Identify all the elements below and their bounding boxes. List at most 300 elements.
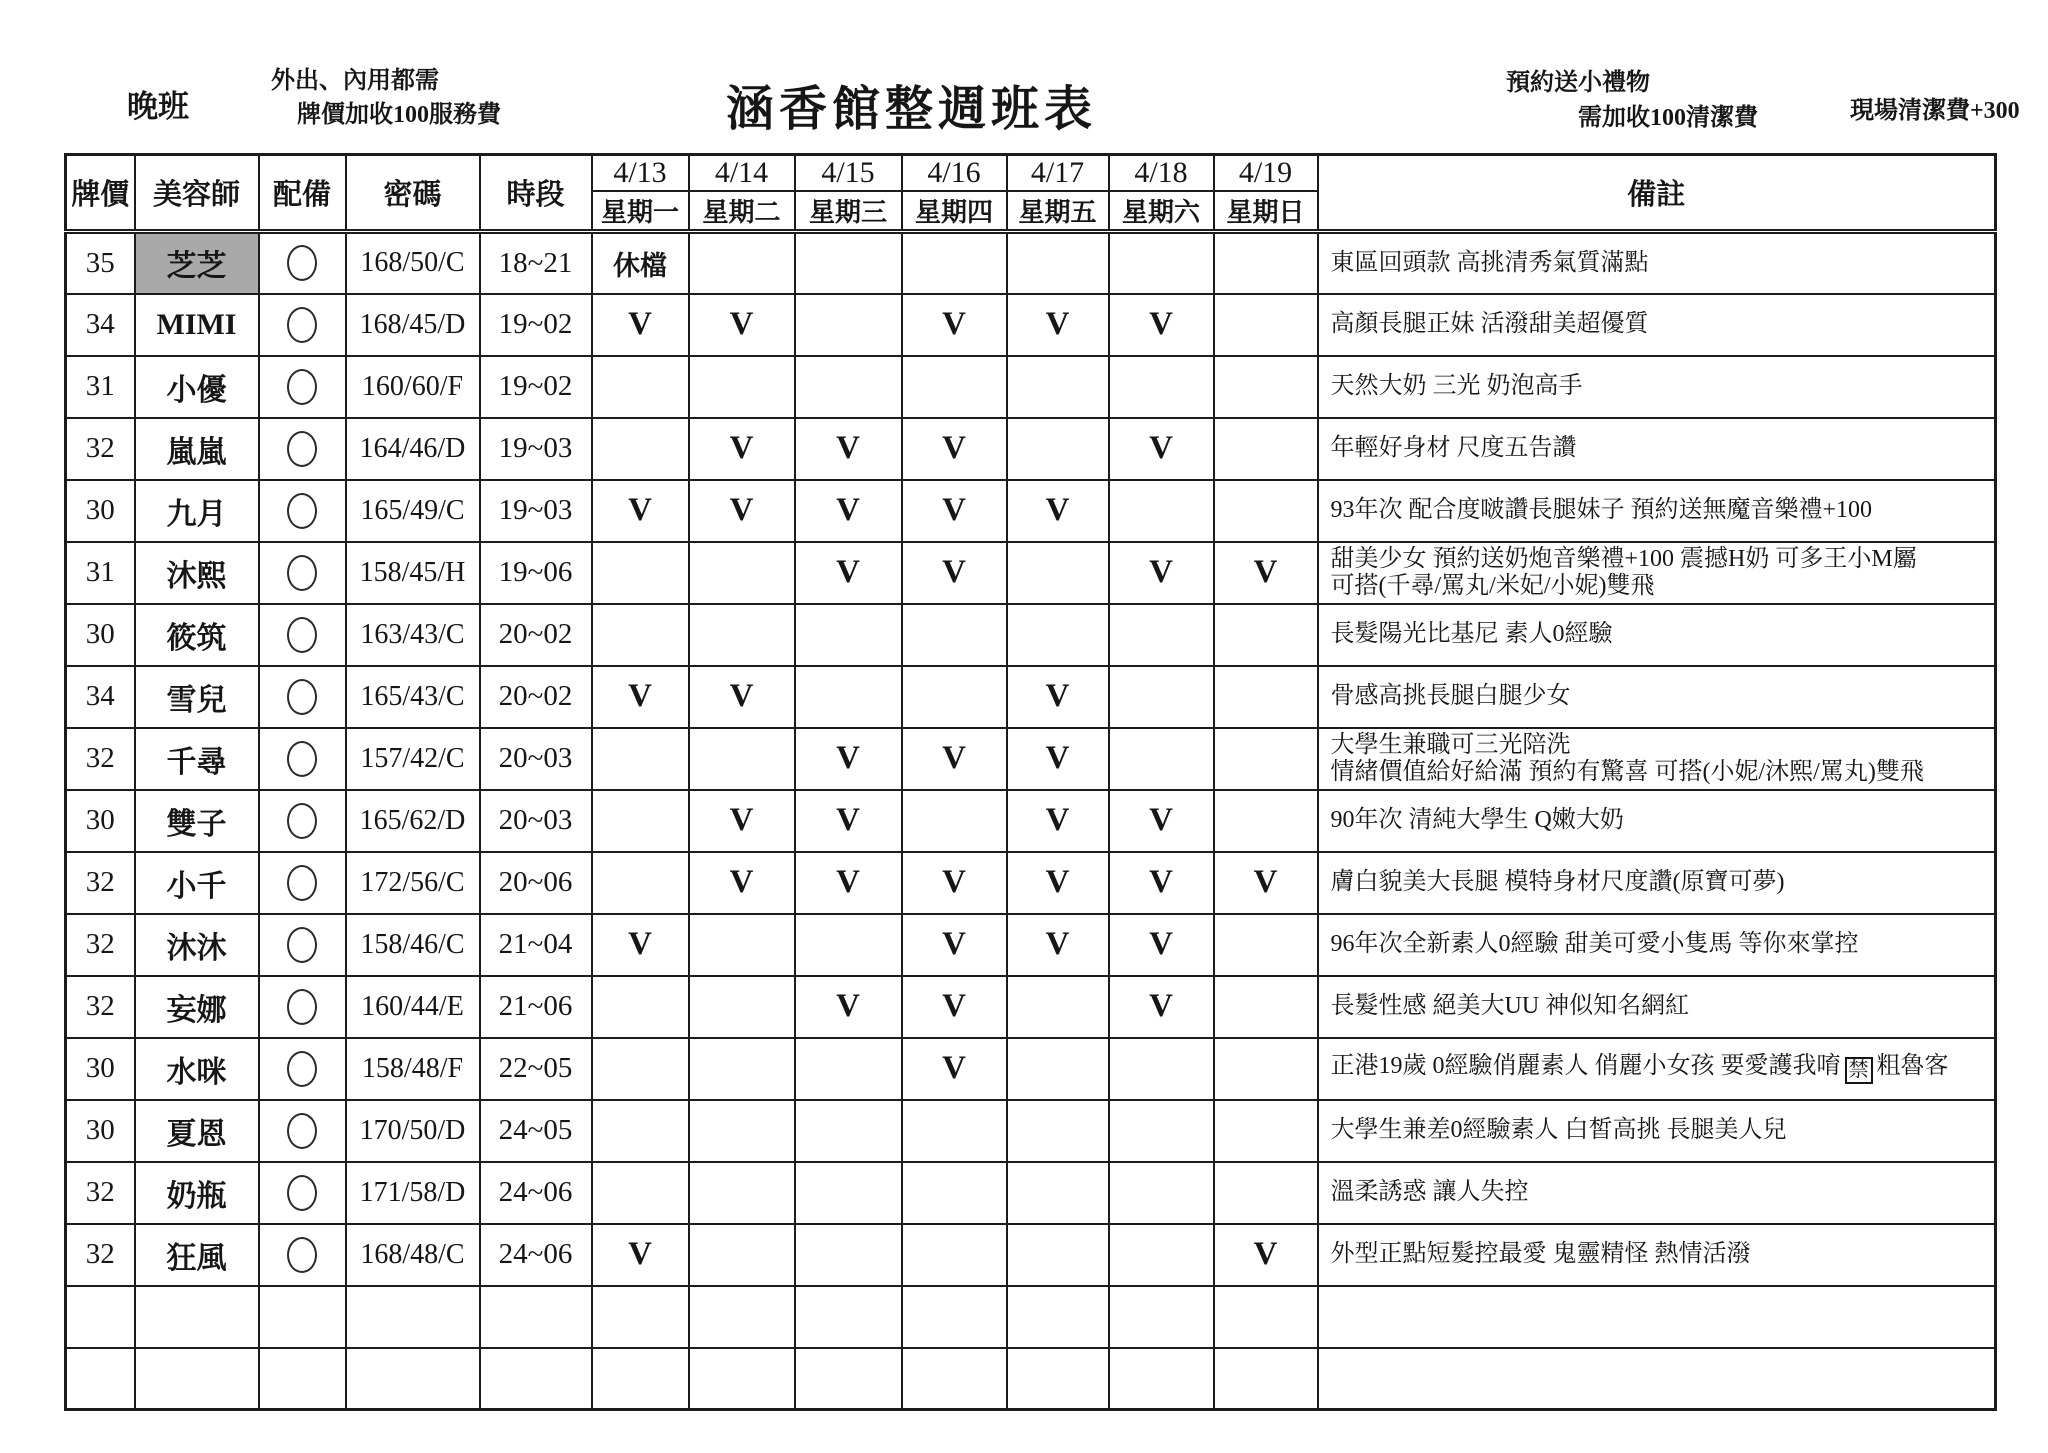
day-cell bbox=[1007, 1286, 1109, 1348]
equipment-cell bbox=[259, 480, 346, 542]
day-cell bbox=[689, 1348, 795, 1410]
remark-cell bbox=[1318, 356, 1996, 418]
day-cell bbox=[1007, 356, 1109, 418]
beautician-name-cell: MIMI bbox=[135, 294, 259, 356]
beautician-name-cell: 沐熙 bbox=[135, 542, 259, 604]
day-cell: V bbox=[592, 914, 689, 976]
day-cell: V bbox=[902, 976, 1007, 1038]
equipment-cell bbox=[259, 294, 346, 356]
day-cell: V bbox=[1214, 852, 1318, 914]
col-header-equipment: 配備 bbox=[259, 155, 346, 232]
timeslot-cell: 21~04 bbox=[480, 914, 592, 976]
equipment-cell bbox=[259, 666, 346, 728]
col-header-remark: 備註 bbox=[1318, 155, 1996, 232]
weekday-header-mon: 星期一 bbox=[592, 191, 689, 232]
day-cell: V bbox=[795, 480, 902, 542]
day-cell bbox=[1109, 666, 1214, 728]
day-cell: V bbox=[1109, 542, 1214, 604]
remark-line: 膚白貌美大長腿 模特身材尺度讚(原寶可夢) bbox=[1330, 869, 1785, 895]
day-cell bbox=[795, 1162, 902, 1224]
day-cell: V bbox=[1214, 542, 1318, 604]
beautician-name-cell: 雙子 bbox=[135, 790, 259, 852]
timeslot-cell: 20~03 bbox=[480, 790, 592, 852]
price-cell bbox=[66, 1348, 135, 1410]
beautician-name-cell: 芝芝 bbox=[135, 232, 259, 294]
equipment-circle-icon bbox=[287, 679, 317, 715]
code-cell: 158/48/F bbox=[346, 1038, 480, 1100]
price-cell: 30 bbox=[66, 790, 135, 852]
equipment-cell bbox=[259, 852, 346, 914]
equipment-cell bbox=[259, 418, 346, 480]
date-header-mon: 4/13 bbox=[592, 155, 689, 192]
weekday-header-tue: 星期二 bbox=[689, 191, 795, 232]
code-cell: 172/56/C bbox=[346, 852, 480, 914]
day-cell bbox=[795, 1100, 902, 1162]
equipment-cell bbox=[259, 1100, 346, 1162]
day-cell bbox=[1214, 294, 1318, 356]
date-header-fri: 4/17 bbox=[1007, 155, 1109, 192]
price-cell: 30 bbox=[66, 480, 135, 542]
day-cell bbox=[1214, 790, 1318, 852]
day-cell bbox=[1214, 1286, 1318, 1348]
price-cell: 32 bbox=[66, 852, 135, 914]
day-cell: V bbox=[689, 666, 795, 728]
price-cell: 30 bbox=[66, 1038, 135, 1100]
day-cell: V bbox=[1109, 914, 1214, 976]
day-cell bbox=[1214, 1038, 1318, 1100]
timeslot-cell: 24~06 bbox=[480, 1162, 592, 1224]
remark-cell bbox=[1318, 232, 1996, 294]
price-cell: 30 bbox=[66, 1100, 135, 1162]
day-cell bbox=[795, 666, 902, 728]
day-cell bbox=[795, 1038, 902, 1100]
equipment-circle-icon bbox=[287, 617, 317, 653]
day-cell bbox=[1109, 728, 1214, 790]
timeslot-cell: 19~06 bbox=[480, 542, 592, 604]
day-cell bbox=[689, 1038, 795, 1100]
day-cell: V bbox=[902, 914, 1007, 976]
day-cell bbox=[689, 1286, 795, 1348]
equipment-circle-icon bbox=[287, 369, 317, 405]
remark-cell bbox=[1318, 542, 1996, 604]
day-cell bbox=[1007, 418, 1109, 480]
day-cell bbox=[689, 1100, 795, 1162]
equipment-circle-icon bbox=[287, 307, 317, 343]
equipment-cell bbox=[259, 1348, 346, 1410]
beautician-name-cell bbox=[135, 1348, 259, 1410]
day-cell bbox=[1214, 356, 1318, 418]
timeslot-cell: 20~02 bbox=[480, 666, 592, 728]
table-row bbox=[66, 1038, 1996, 1100]
day-cell bbox=[592, 1162, 689, 1224]
remark-line: 外型正點短髮控最愛 鬼靈精怪 熱情活潑 bbox=[1330, 1241, 1751, 1267]
day-cell: V bbox=[1109, 294, 1214, 356]
beautician-name-cell: 雪兒 bbox=[135, 666, 259, 728]
day-cell: V bbox=[902, 294, 1007, 356]
table-row bbox=[66, 666, 1996, 728]
day-cell bbox=[592, 790, 689, 852]
day-cell: 休檔 bbox=[592, 232, 689, 294]
day-cell bbox=[592, 542, 689, 604]
day-cell bbox=[1109, 1162, 1214, 1224]
day-cell bbox=[902, 356, 1007, 418]
code-cell: 165/43/C bbox=[346, 666, 480, 728]
day-cell bbox=[795, 1286, 902, 1348]
day-cell bbox=[1007, 1038, 1109, 1100]
day-cell: V bbox=[592, 480, 689, 542]
remark-line: 骨感高挑長腿白腿少女 bbox=[1330, 683, 1571, 709]
day-cell bbox=[1214, 604, 1318, 666]
remark-cell bbox=[1318, 480, 1996, 542]
timeslot-cell: 20~02 bbox=[480, 604, 592, 666]
day-cell bbox=[1109, 1224, 1214, 1286]
remark-line: 93年次 配合度啵讚長腿妹子 預約送無魔音樂禮+100 bbox=[1330, 497, 1873, 523]
timeslot-cell bbox=[480, 1348, 592, 1410]
equipment-cell bbox=[259, 1286, 346, 1348]
booking-gift-note bbox=[1506, 66, 1758, 136]
beautician-name-cell: 九月 bbox=[135, 480, 259, 542]
day-cell bbox=[689, 1224, 795, 1286]
day-cell: V bbox=[592, 1224, 689, 1286]
remark-cell bbox=[1318, 728, 1996, 790]
beautician-name-cell bbox=[135, 1286, 259, 1348]
day-cell bbox=[1007, 976, 1109, 1038]
day-cell bbox=[1007, 1348, 1109, 1410]
day-cell bbox=[795, 294, 902, 356]
equipment-circle-icon bbox=[287, 1175, 317, 1211]
equipment-circle-icon bbox=[287, 741, 317, 777]
day-cell: V bbox=[902, 542, 1007, 604]
timeslot-cell: 19~02 bbox=[480, 294, 592, 356]
remark-line: 96年次全新素人0經驗 甜美可愛小隻馬 等你來掌控 bbox=[1330, 931, 1859, 957]
remark-line: 天然大奶 三光 奶泡高手 bbox=[1330, 373, 1583, 399]
date-header-thu: 4/16 bbox=[902, 155, 1007, 192]
weekday-header-wed: 星期三 bbox=[795, 191, 902, 232]
date-header-tue: 4/14 bbox=[689, 155, 795, 192]
remark-cell bbox=[1318, 976, 1996, 1038]
boxed-char: 禁 bbox=[1845, 1057, 1873, 1084]
day-cell bbox=[902, 666, 1007, 728]
day-cell bbox=[592, 976, 689, 1038]
equipment-circle-icon bbox=[287, 245, 317, 281]
day-cell bbox=[795, 1224, 902, 1286]
code-cell: 163/43/C bbox=[346, 604, 480, 666]
equipment-cell bbox=[259, 604, 346, 666]
equipment-cell bbox=[259, 976, 346, 1038]
day-cell bbox=[689, 604, 795, 666]
day-cell bbox=[592, 852, 689, 914]
day-cell: V bbox=[795, 976, 902, 1038]
day-cell bbox=[795, 232, 902, 294]
remark-cell bbox=[1318, 294, 1996, 356]
code-cell: 170/50/D bbox=[346, 1100, 480, 1162]
table-row bbox=[66, 790, 1996, 852]
timeslot-cell: 24~05 bbox=[480, 1100, 592, 1162]
remark-cell bbox=[1318, 666, 1996, 728]
remark-cell bbox=[1318, 418, 1996, 480]
remark-line: 可搭(千尋/罵丸/米妃/小妮)雙飛 bbox=[1330, 572, 1655, 599]
equipment-circle-icon bbox=[287, 865, 317, 901]
equipment-cell bbox=[259, 1162, 346, 1224]
remark-cell bbox=[1318, 852, 1996, 914]
price-cell: 31 bbox=[66, 356, 135, 418]
timeslot-cell: 20~06 bbox=[480, 852, 592, 914]
remark-line: 甜美少女 預約送奶炮音樂禮+100 震撼H奶 可多王小M屬 bbox=[1330, 545, 1917, 572]
shift-label: 晚班 bbox=[127, 89, 189, 124]
day-cell bbox=[1214, 232, 1318, 294]
day-cell: V bbox=[689, 480, 795, 542]
day-cell: V bbox=[902, 480, 1007, 542]
beautician-name-cell: 千尋 bbox=[135, 728, 259, 790]
remark-cell bbox=[1318, 1348, 1996, 1410]
date-header-wed: 4/15 bbox=[795, 155, 902, 192]
booking-gift-note-line1: 預約送小禮物 bbox=[1506, 70, 1650, 96]
table-row bbox=[66, 1286, 1996, 1348]
code-cell: 158/45/H bbox=[346, 542, 480, 604]
col-header-timeslot: 時段 bbox=[480, 155, 592, 232]
equipment-cell bbox=[259, 1038, 346, 1100]
day-cell bbox=[592, 418, 689, 480]
equipment-circle-icon bbox=[287, 927, 317, 963]
code-cell bbox=[346, 1286, 480, 1348]
price-cell: 34 bbox=[66, 666, 135, 728]
day-cell: V bbox=[902, 728, 1007, 790]
day-cell bbox=[1214, 914, 1318, 976]
day-cell bbox=[1109, 1348, 1214, 1410]
price-cell: 32 bbox=[66, 418, 135, 480]
service-fee-note-line1: 外出、內用都需 bbox=[271, 68, 439, 94]
table-row bbox=[66, 604, 1996, 666]
day-cell bbox=[1109, 604, 1214, 666]
day-cell bbox=[795, 914, 902, 976]
equipment-cell bbox=[259, 728, 346, 790]
day-cell: V bbox=[1007, 294, 1109, 356]
remark-cell bbox=[1318, 914, 1996, 976]
code-cell: 165/49/C bbox=[346, 480, 480, 542]
day-cell: V bbox=[795, 728, 902, 790]
timeslot-cell: 20~03 bbox=[480, 728, 592, 790]
table-row bbox=[66, 294, 1996, 356]
day-cell: V bbox=[1007, 914, 1109, 976]
beautician-name-cell: 狂風 bbox=[135, 1224, 259, 1286]
date-header-sat: 4/18 bbox=[1109, 155, 1214, 192]
day-cell bbox=[689, 356, 795, 418]
timeslot-cell: 19~03 bbox=[480, 418, 592, 480]
equipment-circle-icon bbox=[287, 555, 317, 591]
code-cell: 160/60/F bbox=[346, 356, 480, 418]
code-cell: 158/46/C bbox=[346, 914, 480, 976]
beautician-name-cell: 夏恩 bbox=[135, 1100, 259, 1162]
remark-line: 溫柔誘惑 讓人失控 bbox=[1330, 1179, 1529, 1205]
day-cell: V bbox=[1007, 666, 1109, 728]
day-cell: V bbox=[795, 542, 902, 604]
col-header-price: 牌價 bbox=[66, 155, 135, 232]
day-cell bbox=[902, 1348, 1007, 1410]
beautician-name-cell: 嵐嵐 bbox=[135, 418, 259, 480]
beautician-name-cell: 妄娜 bbox=[135, 976, 259, 1038]
timeslot-cell: 24~06 bbox=[480, 1224, 592, 1286]
table-row bbox=[66, 1348, 1996, 1410]
day-cell: V bbox=[689, 790, 795, 852]
schedule-table-body bbox=[66, 232, 1996, 1410]
remark-cell bbox=[1318, 1038, 1996, 1100]
table-row bbox=[66, 914, 1996, 976]
day-cell bbox=[902, 1100, 1007, 1162]
price-cell: 32 bbox=[66, 914, 135, 976]
equipment-circle-icon bbox=[287, 989, 317, 1025]
day-cell bbox=[592, 728, 689, 790]
remark-cell bbox=[1318, 1100, 1996, 1162]
day-cell: V bbox=[689, 852, 795, 914]
remark-cell bbox=[1318, 1286, 1996, 1348]
remark-line: 年輕好身材 尺度五告讚 bbox=[1330, 435, 1577, 461]
day-cell: V bbox=[1007, 480, 1109, 542]
beautician-name-cell: 小優 bbox=[135, 356, 259, 418]
table-row bbox=[66, 1162, 1996, 1224]
day-cell bbox=[902, 1224, 1007, 1286]
day-cell bbox=[689, 232, 795, 294]
equipment-cell bbox=[259, 232, 346, 294]
day-cell bbox=[689, 1162, 795, 1224]
equipment-circle-icon bbox=[287, 1051, 317, 1087]
weekday-header-fri: 星期五 bbox=[1007, 191, 1109, 232]
day-cell bbox=[1109, 356, 1214, 418]
day-cell: V bbox=[592, 294, 689, 356]
day-cell bbox=[902, 604, 1007, 666]
timeslot-cell: 18~21 bbox=[480, 232, 592, 294]
day-cell bbox=[795, 604, 902, 666]
day-cell bbox=[592, 1286, 689, 1348]
equipment-cell bbox=[259, 356, 346, 418]
price-cell: 32 bbox=[66, 976, 135, 1038]
remark-line: 正港19歲 0經驗俏麗素人 俏麗小女孩 要愛護我唷 禁 粗魯客 bbox=[1331, 1053, 1985, 1084]
day-cell bbox=[902, 1162, 1007, 1224]
timeslot-cell: 19~02 bbox=[480, 356, 592, 418]
table-row bbox=[66, 418, 1996, 480]
timeslot-cell: 22~05 bbox=[480, 1038, 592, 1100]
table-row bbox=[66, 1100, 1996, 1162]
day-cell: V bbox=[1007, 852, 1109, 914]
schedule-table bbox=[64, 153, 1997, 1411]
day-cell bbox=[689, 914, 795, 976]
day-cell bbox=[592, 356, 689, 418]
day-cell bbox=[1109, 1286, 1214, 1348]
day-cell bbox=[1007, 1162, 1109, 1224]
day-cell bbox=[902, 232, 1007, 294]
table-row bbox=[66, 542, 1996, 604]
code-cell: 168/45/D bbox=[346, 294, 480, 356]
price-cell: 32 bbox=[66, 728, 135, 790]
remark-line: 大學生兼職可三光陪洗 bbox=[1330, 731, 1571, 758]
onsite-cleaning-fee-note: 現場清潔費+300 bbox=[1850, 98, 2020, 124]
table-row bbox=[66, 232, 1996, 294]
table-row bbox=[66, 1224, 1996, 1286]
price-cell: 34 bbox=[66, 294, 135, 356]
day-cell bbox=[592, 1038, 689, 1100]
day-cell: V bbox=[1007, 790, 1109, 852]
remark-line: 長髮陽光比基尼 素人0經驗 bbox=[1330, 621, 1613, 647]
day-cell bbox=[1007, 604, 1109, 666]
price-cell: 31 bbox=[66, 542, 135, 604]
equipment-circle-icon bbox=[287, 431, 317, 467]
day-cell bbox=[592, 1348, 689, 1410]
day-cell bbox=[1109, 232, 1214, 294]
code-cell: 171/58/D bbox=[346, 1162, 480, 1224]
price-cell: 35 bbox=[66, 232, 135, 294]
day-cell bbox=[1007, 542, 1109, 604]
equipment-circle-icon bbox=[287, 1113, 317, 1149]
equipment-cell bbox=[259, 542, 346, 604]
day-cell: V bbox=[902, 1038, 1007, 1100]
code-cell: 160/44/E bbox=[346, 976, 480, 1038]
day-cell bbox=[1007, 1100, 1109, 1162]
beautician-name-cell: 筱筑 bbox=[135, 604, 259, 666]
weekday-header-sun: 星期日 bbox=[1214, 191, 1318, 232]
price-cell bbox=[66, 1286, 135, 1348]
day-cell bbox=[1214, 1348, 1318, 1410]
remark-line: 大學生兼差0經驗素人 白皙高挑 長腿美人兒 bbox=[1330, 1117, 1787, 1143]
day-cell bbox=[795, 1348, 902, 1410]
service-fee-note-line2: 牌價加收100服務費 bbox=[297, 102, 501, 128]
remark-line: 高顏長腿正妹 活潑甜美超優質 bbox=[1330, 311, 1649, 337]
remark-cell bbox=[1318, 1224, 1996, 1286]
remark-line: 東區回頭款 高挑清秀氣質滿點 bbox=[1330, 249, 1649, 276]
day-cell: V bbox=[1214, 1224, 1318, 1286]
equipment-cell bbox=[259, 790, 346, 852]
beautician-name-cell: 小千 bbox=[135, 852, 259, 914]
day-cell: V bbox=[795, 418, 902, 480]
day-cell bbox=[1214, 976, 1318, 1038]
code-cell: 164/46/D bbox=[346, 418, 480, 480]
beautician-name-cell: 奶瓶 bbox=[135, 1162, 259, 1224]
header-dates-row bbox=[66, 155, 1996, 192]
day-cell: V bbox=[1109, 418, 1214, 480]
table-row bbox=[66, 356, 1996, 418]
equipment-circle-icon bbox=[287, 493, 317, 529]
price-cell: 32 bbox=[66, 1224, 135, 1286]
beautician-name-cell: 沐沐 bbox=[135, 914, 259, 976]
day-cell bbox=[1214, 1162, 1318, 1224]
day-cell bbox=[689, 728, 795, 790]
table-row bbox=[66, 852, 1996, 914]
day-cell: V bbox=[1109, 852, 1214, 914]
remark-cell bbox=[1318, 790, 1996, 852]
price-cell: 32 bbox=[66, 1162, 135, 1224]
day-cell: V bbox=[1007, 728, 1109, 790]
day-cell: V bbox=[689, 294, 795, 356]
code-cell: 165/62/D bbox=[346, 790, 480, 852]
day-cell bbox=[592, 1100, 689, 1162]
date-header-sun: 4/19 bbox=[1214, 155, 1318, 192]
booking-gift-note-line2: 需加收100清潔費 bbox=[1578, 105, 1758, 131]
day-cell: V bbox=[592, 666, 689, 728]
table-row bbox=[66, 976, 1996, 1038]
day-cell bbox=[1109, 1100, 1214, 1162]
code-cell: 157/42/C bbox=[346, 728, 480, 790]
code-cell: 168/48/C bbox=[346, 1224, 480, 1286]
timeslot-cell: 19~03 bbox=[480, 480, 592, 542]
remark-line: 90年次 清純大學生 Q嫩大奶 bbox=[1330, 807, 1624, 833]
timeslot-cell bbox=[480, 1286, 592, 1348]
page-title: 涵香館整週班表 bbox=[726, 83, 1098, 136]
day-cell bbox=[689, 976, 795, 1038]
equipment-cell bbox=[259, 1224, 346, 1286]
day-cell bbox=[1109, 480, 1214, 542]
equipment-circle-icon bbox=[287, 803, 317, 839]
equipment-circle-icon bbox=[287, 1237, 317, 1273]
weekday-header-sat: 星期六 bbox=[1109, 191, 1214, 232]
day-cell bbox=[902, 1286, 1007, 1348]
